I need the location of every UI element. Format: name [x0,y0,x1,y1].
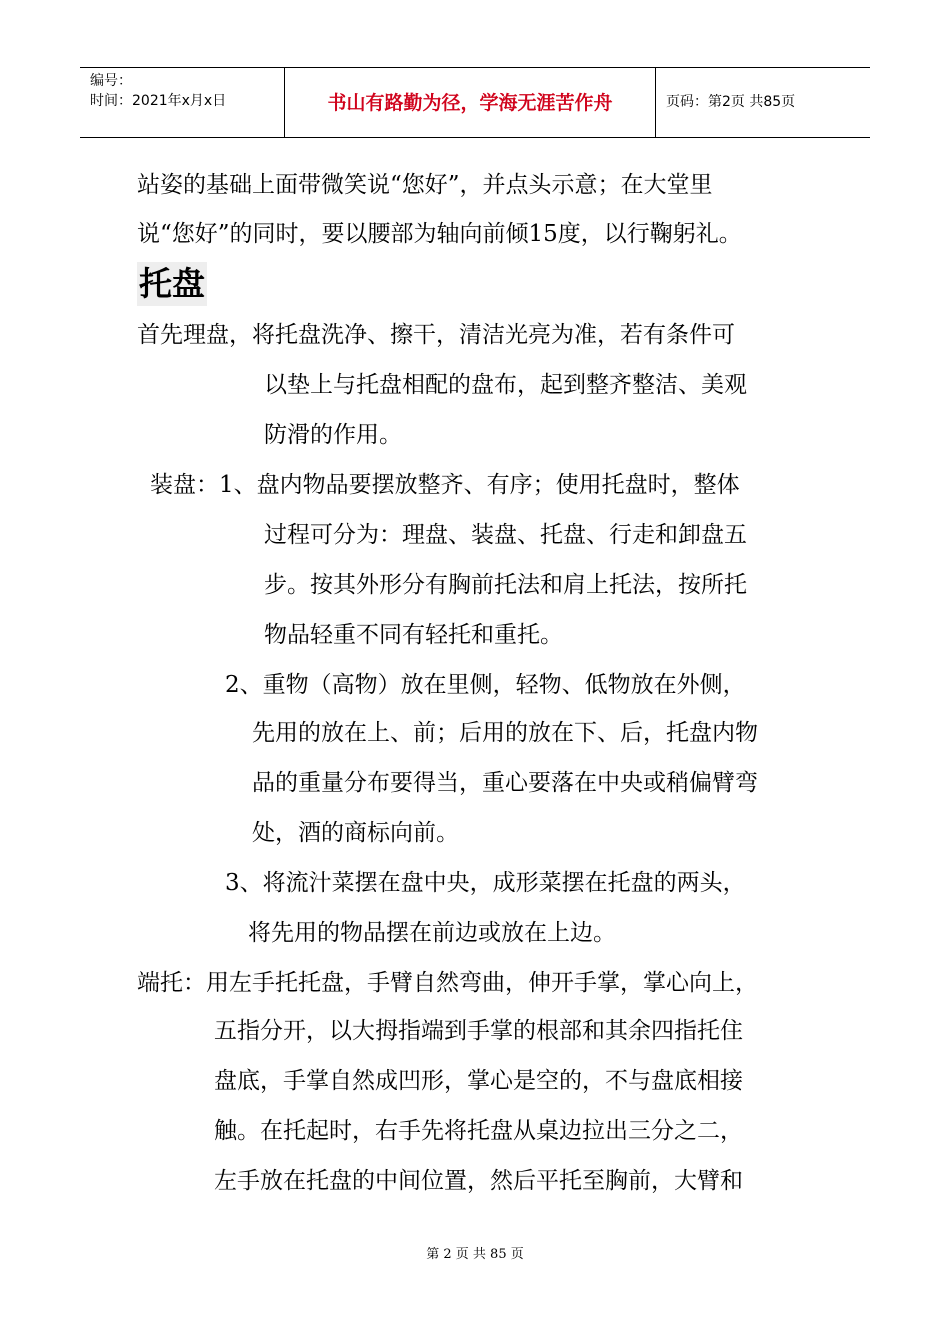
header-page-info: 页码：第2页 共85页 [666,94,796,110]
paragraph-line: 防滑的作用。 [264,422,402,448]
document-number-label: 编号： [90,73,132,89]
paragraph-line: 2、重物（高物）放在里侧，轻物、低物放在外侧， [225,672,746,698]
header-page-cell [656,68,870,137]
paragraph-line: 盘底，手掌自然成凹形，掌心是空的，不与盘底相接 [214,1068,743,1094]
header-motto: 书山有路勤为径，学海无涯苦作舟 [327,92,613,114]
paragraph-line: 步。按其外形分有胸前托法和肩上托法，按所托 [264,572,747,598]
document-date: 时间：2021年x月x日 [90,93,227,109]
page-footer: 第 2 页 共 85 页 [426,1247,524,1262]
paragraph-line: 端托：用左手托托盘，手臂自然弯曲，伸开手掌，掌心向上， [137,970,758,996]
paragraph-line: 首先理盘，将托盘洗净、擦干，清洁光亮为准，若有条件可 [137,322,735,348]
paragraph-line: 触。在托起时，右手先将托盘从桌边拉出三分之二， [214,1118,743,1144]
paragraph-line: 物品轻重不同有轻托和重托。 [264,622,563,648]
header-motto-cell [285,68,656,137]
paragraph-line: 装盘：1、盘内物品要摆放整齐、有序；使用托盘时，整体 [150,472,740,498]
paragraph-line: 3、将流汁菜摆在盘中央，成形菜摆在托盘的两头， [225,870,746,896]
paragraph-line: 以垫上与托盘相配的盘布，起到整齐整洁、美观 [264,372,747,398]
header-info-cell [80,68,285,137]
paragraph-line: 将先用的物品摆在前边或放在上边。 [248,920,616,946]
section-heading: 托盘 [137,262,207,306]
paragraph-line: 过程可分为：理盘、装盘、托盘、行走和卸盘五 [264,522,747,548]
paragraph-line: 左手放在托盘的中间位置，然后平托至胸前，大臂和 [214,1168,743,1194]
body-line: 说“您好”的同时，要以腰部为轴向前倾15度，以行鞠躬礼。 [137,221,742,247]
body-line: 站姿的基础上面带微笑说“您好”，并点头示意；在大堂里 [137,172,713,198]
paragraph-line: 品的重量分布要得当，重心要落在中央或稍偏臂弯 [252,770,758,796]
paragraph-line: 处，酒的商标向前。 [252,820,459,846]
header-table [80,67,870,138]
paragraph-line: 先用的放在上、前；后用的放在下、后，托盘内物 [252,720,758,746]
paragraph-line: 五指分开，以大拇指端到手掌的根部和其余四指托住 [214,1018,743,1044]
